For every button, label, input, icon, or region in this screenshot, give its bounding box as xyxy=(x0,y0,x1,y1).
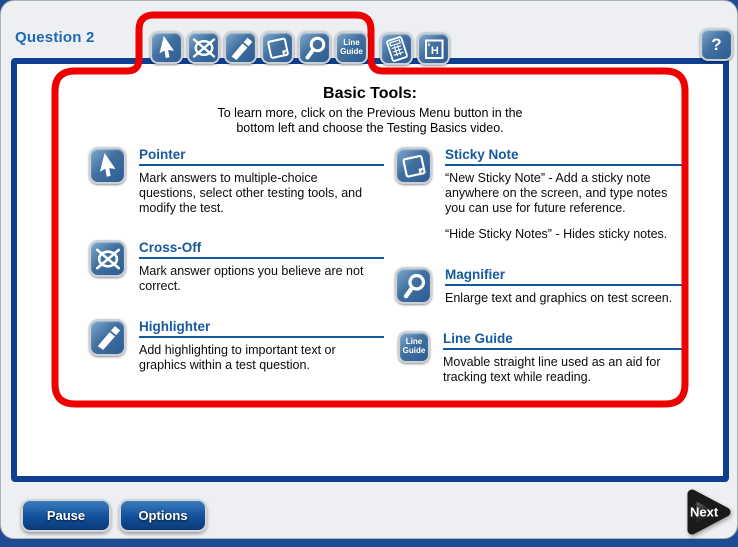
magnifier-icon xyxy=(301,34,329,62)
magnifier-section xyxy=(395,267,687,318)
section-text-2: “Hide Sticky Notes” - Hides sticky notes. xyxy=(445,227,668,242)
cross-off-section xyxy=(89,240,384,306)
section-text: Enlarge text and graphics on test screen. xyxy=(445,291,673,305)
section-text: Mark answer options you believe are not correct. xyxy=(139,264,364,293)
section-title: Cross-Off xyxy=(139,240,384,259)
page-title: Basic Tools: xyxy=(323,85,417,102)
highlighter-section xyxy=(89,319,384,385)
line-guide-icon: Line Guide xyxy=(340,37,363,56)
section-text: Add highlighting to important text or graphics within a test question. xyxy=(139,342,336,372)
sticky-note-section xyxy=(395,147,687,254)
next-button[interactable] xyxy=(682,484,734,540)
cross-off-icon xyxy=(190,34,218,62)
cross-off-section-icon-box xyxy=(89,240,126,277)
intro-line-2: bottom left and choose the Testing Basics video. xyxy=(236,120,504,135)
magnifier-icon xyxy=(399,271,429,301)
section-text: Mark answers to multiple-choice questions, select other testing tools, and modify the test. xyxy=(139,171,363,215)
sticky-note-icon xyxy=(399,151,429,181)
basic-tools-toolbar xyxy=(150,31,368,64)
highlighter-icon xyxy=(93,322,123,352)
line-guide-section-icon-box xyxy=(398,331,430,363)
line-guide-tool-button[interactable] xyxy=(335,31,368,64)
calculator-tool-button[interactable] xyxy=(380,32,413,65)
pause-button[interactable] xyxy=(21,499,111,532)
right-column xyxy=(395,147,687,409)
sticky-note-tool-button[interactable] xyxy=(261,31,294,64)
periodic-table-tool-button[interactable] xyxy=(417,32,450,65)
options-button-label: Options xyxy=(138,508,188,523)
sticky-note-section-icon-box xyxy=(395,147,432,184)
pause-button-label: Pause xyxy=(46,508,86,523)
section-title: Pointer xyxy=(139,147,384,166)
cross-off-icon xyxy=(93,244,123,274)
section-title: Highlighter xyxy=(139,319,384,338)
pointer-section-icon-box xyxy=(89,147,126,184)
magnifier-tool-button[interactable] xyxy=(298,31,331,64)
pointer-section xyxy=(89,147,384,227)
section-text: Movable straight line used as an aid for tracking text while reading. xyxy=(443,354,661,384)
intro-line-1: To learn more, click on the Previous Menu button in the xyxy=(217,106,523,120)
left-column xyxy=(89,147,384,397)
pointer-icon xyxy=(153,34,181,62)
options-button[interactable] xyxy=(119,499,207,532)
help-button[interactable] xyxy=(700,28,733,61)
cross-off-tool-button[interactable] xyxy=(187,31,220,64)
pointer-icon xyxy=(93,151,123,181)
section-title: Magnifier xyxy=(445,267,687,286)
highlighter-icon xyxy=(227,34,255,62)
highlighter-tool-button[interactable] xyxy=(224,31,257,64)
line-guide-section xyxy=(395,331,687,397)
magnifier-section-icon-box xyxy=(395,267,432,304)
subject-tools-toolbar xyxy=(380,32,450,65)
help-title-block xyxy=(1,85,738,136)
next-button-label: Next xyxy=(690,504,719,520)
help-icon: ? xyxy=(711,34,722,54)
periodic-table-icon xyxy=(420,35,448,63)
section-title: Line Guide xyxy=(443,331,687,350)
question-label: Question 2 xyxy=(15,29,95,46)
pointer-tool-button[interactable] xyxy=(150,31,183,64)
section-text: “New Sticky Note” - Add a sticky note anywhere on the screen, and type notes you can use for future reference. xyxy=(445,171,668,215)
svg-text:H: H xyxy=(430,44,439,57)
line-guide-icon: Line Guide xyxy=(402,336,426,355)
sticky-note-icon xyxy=(264,34,292,62)
calculator-icon xyxy=(383,35,411,63)
section-title: Sticky Note xyxy=(445,147,687,166)
highlighter-section-icon-box xyxy=(89,319,126,356)
